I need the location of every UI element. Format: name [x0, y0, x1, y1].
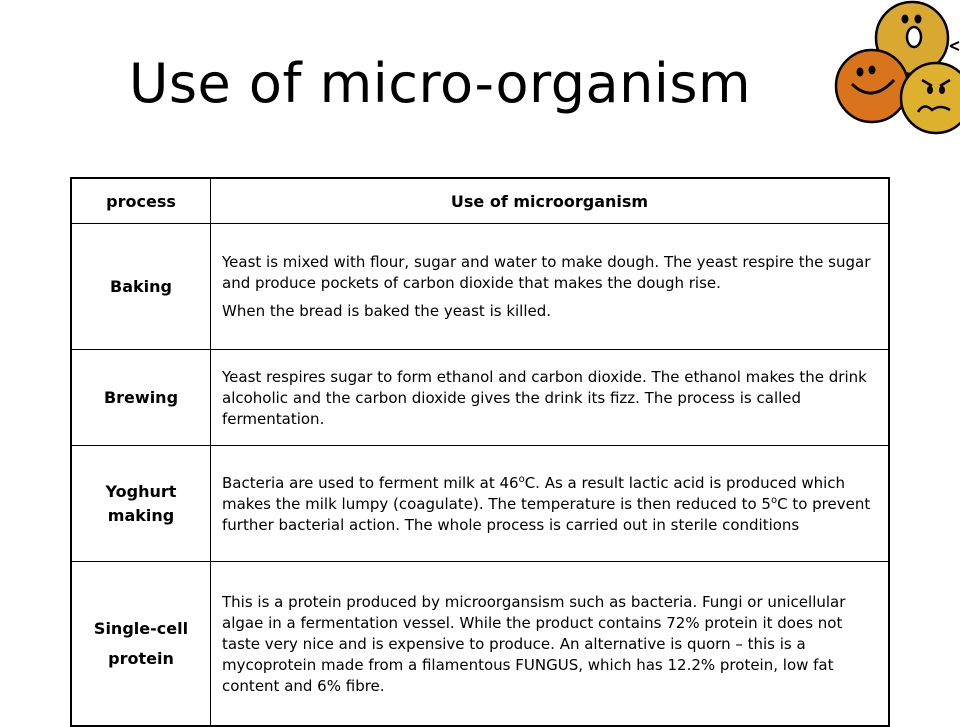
- description-yoghurt: [211, 446, 890, 562]
- header-use: Use of microorganism: [211, 178, 890, 224]
- process-baking: Baking: [71, 224, 211, 350]
- micro-organism-table: [70, 177, 890, 727]
- process-yoghurt-line2: making: [107, 505, 175, 525]
- description-brewing-p1: Yeast respires sugar to form ethanol and carbon dioxide. The ethanol makes the drink alcoholic and the carbon dioxide gives the drink its fizz. The process is called fermentation.: [222, 367, 867, 428]
- process-brewing: Brewing: [71, 350, 211, 446]
- description-brewing: [211, 350, 890, 446]
- yoghurt-text-1: Bacteria are used to ferment milk at 46: [222, 473, 519, 492]
- description-baking: [211, 224, 890, 350]
- slide-title-text: Use of micro-organism: [128, 52, 752, 115]
- table-row-single-cell-protein: [71, 562, 889, 727]
- microbe-right: [901, 63, 960, 133]
- process-yoghurt-line1: Yoghurt: [105, 481, 177, 501]
- table-header-row: [71, 178, 889, 224]
- process-scp-line2: protein: [108, 648, 174, 668]
- degree-sign-1: o: [518, 473, 525, 485]
- microbe-faces-icon: [832, 0, 960, 135]
- header-process: process: [71, 178, 211, 224]
- description-scp-p1: This is a protein produced by microorgansism such as bacteria. Fungi or unicellular algae in a fermentation vessel. While the product contains 72% protein it does not taste very nice and is expensive to produce. An alternative is quorn – this is a mycoprotein made from a filamentous FUNGUS, which has 12.2% protein, low fat content and 6% fibre.: [222, 592, 846, 695]
- description-baking-p2: When the bread is baked the yeast is killed.: [222, 302, 552, 320]
- table-row-yoghurt: [71, 446, 889, 562]
- process-yoghurt: [71, 446, 211, 562]
- yoghurt-text-3: C to prevent further bacterial action. The whole process is carried out in sterile conditions: [222, 494, 871, 534]
- degree-sign-2: o: [770, 494, 778, 506]
- table-row-brewing: [71, 350, 889, 446]
- process-scp-line1: Single-cell: [93, 618, 189, 638]
- slide-title: [0, 52, 960, 115]
- description-yoghurt-p1: [222, 473, 880, 536]
- description-baking-p1: Yeast is mixed with flour, sugar and water to make dough. The yeast respire the sugar and produce pockets of carbon dioxide that makes the dough rise.: [222, 253, 871, 292]
- process-single-cell-protein: [71, 562, 211, 727]
- yoghurt-text-2: C. As a result lactic acid is produced which makes the milk lumpy (coagulate). The temperature is then reduced to 5: [222, 473, 846, 513]
- table-row-baking: [71, 224, 889, 350]
- description-single-cell-protein: [211, 562, 890, 727]
- microbe-left: [836, 50, 908, 122]
